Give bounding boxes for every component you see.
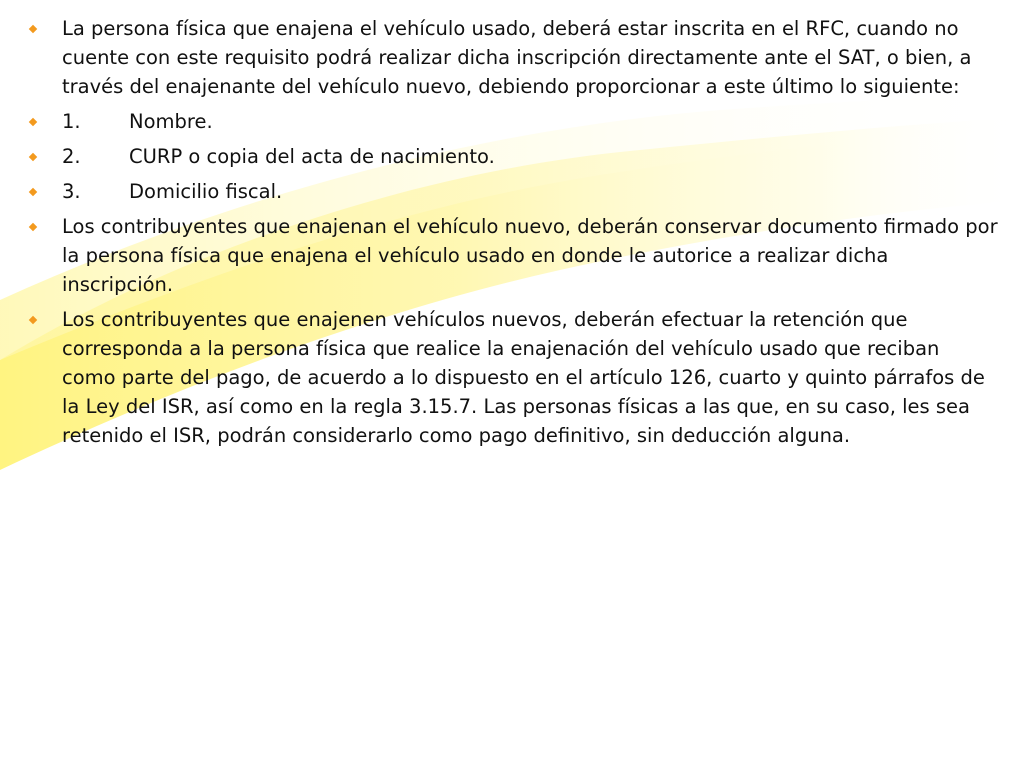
diamond-bullet-icon xyxy=(29,118,37,126)
bullet-text: Nombre. xyxy=(129,110,213,133)
diamond-bullet-icon xyxy=(29,153,37,161)
diamond-bullet-icon xyxy=(29,223,37,231)
slide-content xyxy=(28,14,998,456)
list-number: 2. xyxy=(62,145,81,168)
diamond-bullet-icon xyxy=(29,25,37,33)
bullet-item xyxy=(28,107,998,136)
bullet-text: Domicilio fiscal. xyxy=(129,180,283,203)
bullet-item xyxy=(28,14,998,101)
bullet-text: La persona física que enajena el vehículo usado, deberá estar inscrita en el RFC, cuando no cuente con este requisito podrá realizar dicha inscripción directamente ante el SAT, o bien, a través del enajenante del vehículo nuevo, debiendo proporcionar a este último lo siguiente: xyxy=(62,17,972,98)
bullet-text: Los contribuyentes que enajenan el vehículo nuevo, deberán conservar documento firmado por la persona física que enajena el vehículo usado en donde le autorice a realizar dicha inscripción. xyxy=(62,215,998,296)
bullet-item xyxy=(28,305,998,450)
list-number: 3. xyxy=(62,180,81,203)
bullet-text: CURP o copia del acta de nacimiento. xyxy=(129,145,495,168)
bullet-list xyxy=(28,14,998,450)
bullet-item xyxy=(28,212,998,299)
bullet-text: Los contribuyentes que enajenen vehículos nuevos, deberán efectuar la retención que corresponda a la persona física que realice la enajenación del vehículo usado que reciban como parte del pago, de acuerdo a lo dispuesto en el artículo 126, cuarto y quinto párrafos de la Ley del ISR, así como en la regla 3.15.7. Las personas físicas a las que, en su caso, les sea retenido el ISR, podrán considerarlo como pago definitivo, sin deducción alguna. xyxy=(62,308,985,447)
list-number: 1. xyxy=(62,110,81,133)
diamond-bullet-icon xyxy=(29,188,37,196)
bullet-item xyxy=(28,142,998,171)
bullet-item xyxy=(28,177,998,206)
diamond-bullet-icon xyxy=(29,316,37,324)
